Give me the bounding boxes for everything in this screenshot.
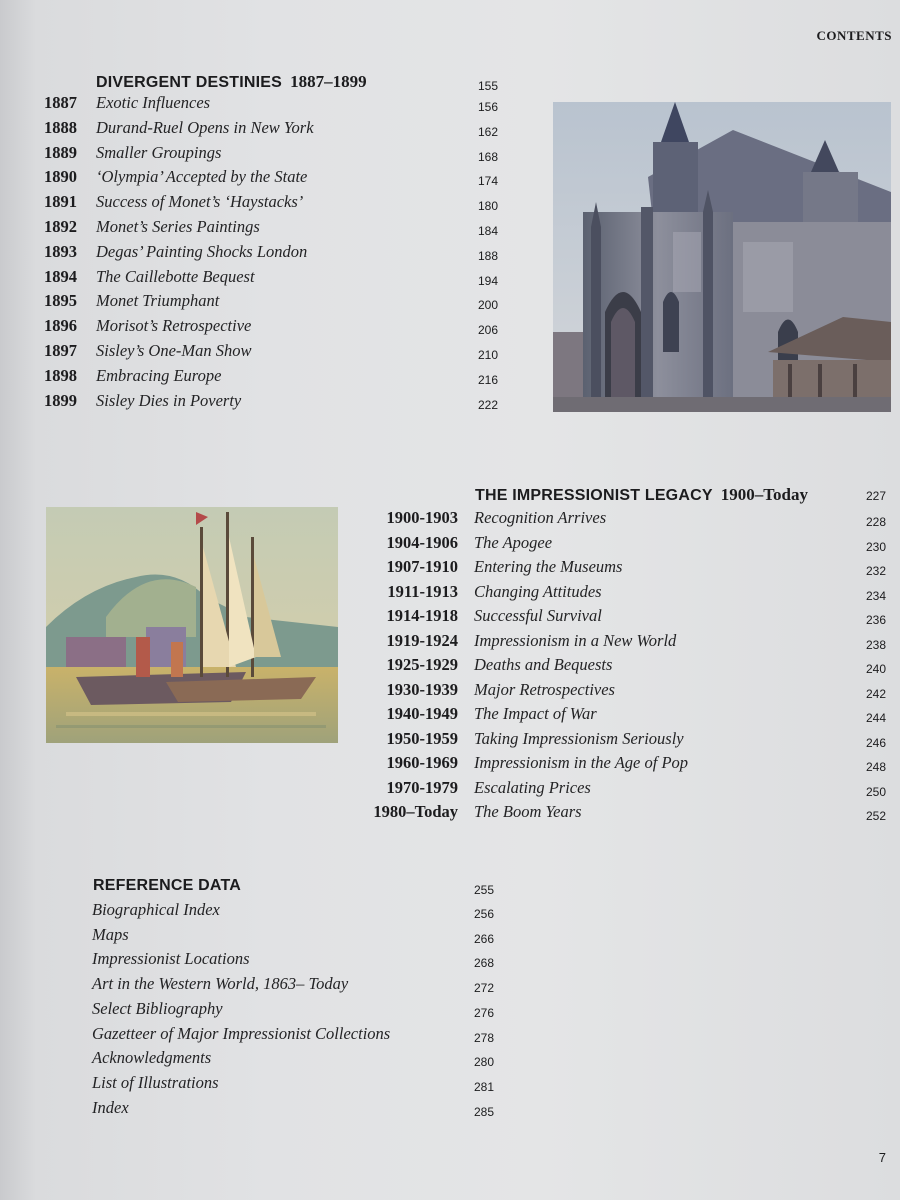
toc-entry-page: 234: [866, 588, 887, 603]
toc-entry-year: 1895: [44, 291, 77, 311]
section-year-range: 1887–1899: [290, 72, 367, 91]
toc-entry-title: Entering the Museums: [474, 557, 623, 576]
section-title-divergent-destinies: [96, 72, 367, 92]
toc-entry-page: 266: [474, 931, 495, 946]
toc-entry-title: Changing Attitudes: [474, 581, 602, 601]
toc-entry-title: Impressionism in the Age of Pop: [474, 753, 689, 772]
toc-entry-page: 248: [866, 760, 887, 774]
toc-entry-year: 1914-1918: [386, 606, 458, 625]
toc-entry-page: 280: [474, 1055, 495, 1070]
toc-entry-year: 1888: [44, 117, 77, 137]
page-number: 7: [878, 1150, 886, 1165]
toc-entry-title: The Caillebotte Bequest: [96, 266, 255, 286]
toc-entry-title: Monet’s Series Paintings: [96, 217, 260, 236]
toc-entry-year: 1900-1903: [386, 508, 458, 527]
toc-entry-title: Impressionist Locations: [92, 949, 250, 969]
toc-entry-year: 1980–Today: [373, 802, 458, 821]
toc-entry-page: 238: [866, 637, 887, 652]
section-page-number: 155: [478, 79, 499, 93]
toc-entry-title: Biographical Index: [92, 900, 220, 919]
toc-entry-page: 272: [474, 981, 495, 996]
toc-entry-title: Impressionism in a New World: [474, 630, 677, 650]
toc-entry-page: 276: [474, 1005, 495, 1020]
toc-entry-page: 246: [866, 735, 887, 750]
toc-entry-year: 1894: [44, 266, 77, 286]
toc-entry-year: 1930-1939: [386, 679, 458, 699]
toc-entry-title: Select Bibliography: [92, 998, 223, 1018]
toc-entry-title: Morisot’s Retrospective: [96, 316, 252, 336]
toc-entry-title: Gazetteer of Major Impressionist Collections: [92, 1023, 391, 1043]
toc-entry-title: Smaller Groupings: [96, 142, 222, 162]
toc-entry-page: 180: [478, 199, 499, 214]
toc-entry-title: Embracing Europe: [96, 365, 222, 385]
toc-entry-page: 240: [866, 662, 887, 676]
toc-entry-title: Deaths and Bequests: [474, 655, 613, 674]
toc-entry-title: ‘Olympia’ Accepted by the State: [96, 167, 308, 187]
toc-entry-title: Major Retrospectives: [474, 679, 615, 699]
toc-list-impressionist-legacy: [0, 508, 900, 838]
toc-entry-page: 174: [478, 174, 499, 189]
toc-entry-title: The Apogee: [474, 532, 553, 552]
toc-entry-year: 1892: [44, 217, 77, 236]
toc-entry-page: 210: [478, 348, 499, 362]
toc-list-reference-data: [0, 900, 520, 1130]
painting-church-image: [553, 102, 891, 412]
toc-entry-page: 184: [478, 224, 499, 238]
toc-entry-title: Exotic Influences: [96, 93, 211, 112]
toc-entry-page: 278: [474, 1030, 495, 1045]
section-page-number: 255: [474, 883, 495, 897]
toc-entry-year: 1890: [44, 167, 77, 187]
section-year-range: 1900–Today: [720, 485, 808, 504]
section-title-text: REFERENCE DATA: [93, 877, 241, 894]
toc-entry-page: 156: [478, 100, 499, 114]
section-title-text: DIVERGENT DESTINIES: [96, 74, 283, 91]
toc-entry-year: 1891: [44, 192, 77, 212]
toc-entry-title: Taking Impressionism Seriously: [474, 728, 684, 748]
toc-entry-year: 1887: [44, 93, 77, 112]
toc-entry-year: 1896: [44, 316, 77, 336]
toc-entry-page: 252: [866, 809, 887, 823]
toc-entry-page: 228: [866, 515, 887, 529]
toc-entry-page: 242: [866, 686, 887, 701]
toc-entry-title: Index: [92, 1097, 129, 1117]
toc-entry-title: Acknowledgments: [92, 1048, 212, 1068]
toc-entry-year: 1960-1969: [386, 753, 458, 772]
toc-entry-page: 250: [866, 784, 887, 799]
section-title-text: THE IMPRESSIONIST LEGACY: [475, 487, 713, 504]
toc-entry-year: 1919-1924: [386, 630, 458, 650]
toc-entry-title: Maps: [92, 924, 129, 944]
toc-entry-year: 1897: [44, 341, 77, 360]
section-title-reference-data: [93, 877, 241, 895]
toc-entry-title: Art in the Western World, 1863– Today: [92, 974, 349, 994]
toc-entry-page: 200: [478, 298, 499, 313]
toc-entry-page: 268: [474, 956, 495, 971]
toc-entry-title: List of Illustrations: [92, 1072, 219, 1092]
running-head: CONTENTS: [816, 28, 892, 43]
toc-entry-title: Sisley’s One-Man Show: [96, 341, 252, 360]
toc-entry-year: 1940-1949: [386, 704, 458, 723]
toc-entry-title: Sisley Dies in Poverty: [96, 390, 242, 410]
toc-entry-year: 1898: [44, 365, 77, 385]
toc-entry-year: 1950-1959: [386, 728, 458, 748]
toc-entry-title: Recognition Arrives: [474, 508, 607, 527]
toc-entry-page: 230: [866, 539, 887, 554]
toc-entry-page: 232: [866, 564, 887, 578]
section-page-number: 227: [866, 489, 887, 503]
toc-entry-page: 168: [478, 149, 499, 164]
toc-entry-title: Durand-Ruel Opens in New York: [96, 117, 314, 137]
toc-entry-page: 236: [866, 613, 887, 627]
toc-entry-title: Escalating Prices: [474, 777, 591, 797]
toc-entry-year: 1925-1929: [386, 655, 458, 674]
toc-entry-year: 1904-1906: [386, 532, 458, 552]
toc-entry-title: The Boom Years: [474, 802, 582, 821]
toc-entry-page: 244: [866, 711, 887, 725]
toc-entry-year: 1899: [44, 390, 77, 410]
toc-entry-page: 194: [478, 273, 499, 288]
section-title-impressionist-legacy: [475, 485, 808, 505]
toc-entry-year: 1889: [44, 142, 77, 162]
toc-entry-title: The Impact of War: [474, 704, 597, 723]
toc-entry-year: 1970-1979: [386, 777, 458, 797]
toc-entry-page: 256: [474, 907, 495, 921]
toc-entry-title: Monet Triumphant: [96, 291, 220, 311]
toc-entry-page: 285: [474, 1104, 495, 1119]
toc-entry-page: 281: [474, 1079, 495, 1094]
toc-entry-year: 1907-1910: [386, 557, 458, 576]
toc-entry-page: 216: [478, 372, 499, 387]
toc-entry-title: Success of Monet’s ‘Haystacks’: [96, 192, 304, 212]
toc-list-divergent-destinies: [0, 93, 520, 423]
toc-entry-year: 1893: [44, 241, 77, 261]
toc-entry-year: 1911-1913: [387, 581, 458, 601]
toc-entry-page: 222: [478, 397, 499, 412]
toc-entry-page: 206: [478, 323, 499, 338]
toc-entry-page: 162: [478, 124, 499, 139]
toc-entry-page: 188: [478, 248, 499, 263]
toc-entry-title: Successful Survival: [474, 606, 602, 625]
toc-entry-title: Degas’ Painting Shocks London: [96, 241, 308, 261]
